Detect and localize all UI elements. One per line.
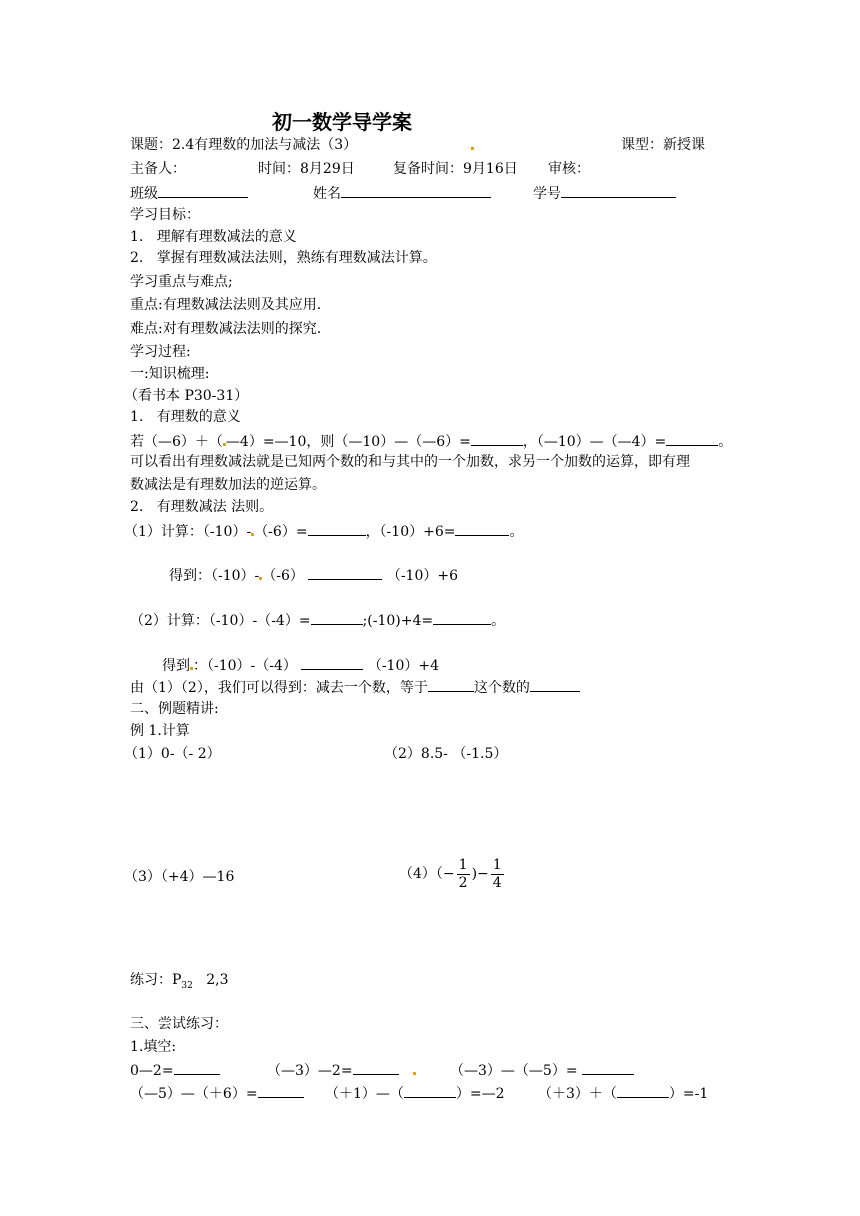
examples-heading: 二、例题精讲: [130, 701, 219, 717]
conclusion-line [130, 677, 580, 697]
conclusion-part-a: 由（1）（2），我们可以得到：减去一个数，等于 [130, 680, 428, 696]
ex-2a-text: （—5）—（＋6）= [130, 1086, 258, 1102]
answer-blank-7[interactable] [433, 610, 491, 625]
p4-minus-2: − [477, 866, 489, 882]
eq-part-c: ，（—10）—（—4）= [522, 434, 667, 450]
fraction-quarter [491, 857, 504, 892]
equation-line [130, 431, 732, 451]
exercise-blank-4[interactable] [258, 1083, 304, 1098]
objective-2: 2. 掌握有理数减法法则，熟练有理数减法计算。 [130, 250, 437, 266]
calc1-part-c: ，（-10）+6= [365, 524, 456, 540]
id-label: 学号 [533, 186, 561, 202]
objectives-heading: 学习目标： [130, 207, 200, 223]
get2-part-c: （-10）+4 [367, 658, 440, 674]
key-point: 重点:有理数减法法则及其应用. [130, 297, 322, 313]
class-field [130, 183, 248, 203]
example-problem-3: （3）（+4）—16 [124, 869, 235, 885]
objective-1: 1. 理解有理数减法的意义 [130, 229, 297, 245]
exercise-blank-1[interactable] [174, 1060, 220, 1075]
exercise-row-2c [538, 1083, 708, 1103]
answer-blank-8[interactable] [301, 655, 363, 670]
page-title: 初一数学导学案 [272, 110, 412, 134]
exercise-row-2b [325, 1083, 505, 1103]
ex-1a-text: 0—2= [130, 1063, 174, 1079]
calc-2-line [130, 610, 505, 630]
ex-1b-text: （—3）—2= [267, 1063, 353, 1079]
name-label: 姓名 [313, 186, 341, 202]
exercise-blank-2[interactable] [353, 1060, 399, 1075]
practice-label: 练习：P [130, 972, 182, 988]
p4-prefix: （4）（ [399, 866, 443, 882]
calc2-part-b: -4）= [271, 613, 311, 629]
calc2-part-c: ;(-10)+4= [362, 613, 434, 629]
marker-dot [413, 1072, 416, 1075]
get2-part-a: 得到 [162, 658, 190, 674]
example-problem-4 [399, 856, 506, 892]
exercise-row-1b [267, 1060, 399, 1080]
lesson-type: 课型：新授课 [621, 137, 705, 153]
ex-2b-text: （＋1）—（ [325, 1086, 404, 1102]
exercise-row-1c [450, 1060, 634, 1080]
calc2-part-a: （2）计算：（-10）-（ [130, 613, 272, 629]
ex-2c-end: ）=-1 [668, 1086, 709, 1102]
topic: 课题：2.4有理数的加法与减法（3） [130, 137, 358, 153]
practice-items: 2,3 [206, 972, 229, 988]
get-1-line [169, 565, 458, 585]
topic-line [130, 136, 357, 154]
exercise-row-1a [130, 1060, 220, 1080]
exercise-blank-6[interactable] [617, 1083, 669, 1098]
p4-close-paren: ) [471, 866, 478, 882]
class-blank[interactable] [158, 183, 248, 198]
name-field [313, 183, 491, 203]
answer-blank-2[interactable] [666, 431, 718, 446]
focus-heading: 学习重点与难点; [130, 274, 233, 290]
get1-part-a: 得到：（-10）- [169, 568, 260, 584]
exercise-row-2a [130, 1083, 304, 1103]
calc1-part-a: （1）计算：（-10）- [124, 524, 252, 540]
fraction-denominator: 2 [458, 874, 468, 891]
practice-line [130, 971, 229, 995]
id-blank[interactable] [561, 183, 676, 198]
practice-page: 32 [181, 980, 193, 991]
fill-label: 1.填空: [130, 1039, 177, 1055]
item-2-title: 2. 有理数减法 法则。 [130, 499, 274, 515]
fraction-half [457, 857, 470, 892]
example-problem-2: （2）8.5- （-1.5） [384, 746, 508, 762]
explanation-line-2: 数减法是有理数加法的逆运算。 [130, 477, 326, 493]
marker-dot [471, 147, 474, 150]
class-label: 班级 [130, 186, 158, 202]
ex-2b-end: ）=—2 [455, 1086, 505, 1102]
get-2-line [162, 655, 439, 675]
ex-2c-text: （＋3）＋（ [538, 1086, 617, 1102]
eq-part-a: 若（—6）＋（ [130, 434, 223, 450]
eq-part-d: 。 [718, 434, 733, 450]
difficult-point: 难点:对有理数减法法则的探究. [130, 321, 322, 337]
fraction-numerator: 1 [458, 856, 468, 873]
exercise-blank-3[interactable] [582, 1060, 634, 1075]
time: 时间：8月29日 [258, 161, 355, 177]
answer-blank-3[interactable] [308, 521, 366, 536]
conclusion-part-b: 这个数的 [473, 680, 530, 696]
get2-part-b: ：（-10）-（-4） [193, 658, 297, 674]
calc1-part-b: （-6）= [254, 524, 308, 540]
example-problem-1: （1）0-（- 2） [124, 746, 221, 762]
exercise-blank-5[interactable] [404, 1083, 456, 1098]
answer-blank-9[interactable] [428, 677, 474, 692]
preparer: 主备人： [130, 161, 186, 177]
answer-blank-4[interactable] [455, 521, 509, 536]
example-label: 例 1.计算 [130, 723, 190, 739]
item-1-title: 1. 有理数的意义 [130, 409, 241, 425]
get1-part-c: （-10）+6 [386, 568, 459, 584]
book-reference: （看书本 P30-31） [124, 388, 249, 404]
section-1-heading: 一:知识梳理: [130, 366, 210, 382]
fraction-numerator: 1 [492, 856, 502, 873]
ex-1c-text: （—3）—（—5）= [450, 1063, 578, 1079]
review-time: 复备时间：9月16日 [393, 161, 518, 177]
process-heading: 学习过程: [130, 344, 191, 360]
answer-blank-5[interactable] [308, 565, 382, 580]
explanation-line-1: 可以看出有理数减法就是已知两个数的和与其中的一个加数，求另一个加数的运算，即有理 [130, 454, 690, 470]
fraction-denominator: 4 [492, 874, 502, 891]
eq-part-b: —4）=—10，则（—10）—（—6）= [225, 434, 471, 450]
reviewer: 审核： [548, 161, 590, 177]
calc1-part-d: 。 [509, 524, 524, 540]
calc2-part-d: 。 [491, 613, 506, 629]
p4-minus: − [442, 866, 455, 882]
answer-blank-6[interactable] [311, 610, 363, 625]
name-blank[interactable] [341, 183, 491, 198]
calc-1-line [124, 521, 523, 541]
id-field [533, 183, 676, 203]
get1-part-b: （-6） [262, 568, 304, 584]
answer-blank-1[interactable] [471, 431, 523, 446]
try-heading: 三、尝试练习： [130, 1016, 228, 1032]
answer-blank-10[interactable] [530, 677, 580, 692]
